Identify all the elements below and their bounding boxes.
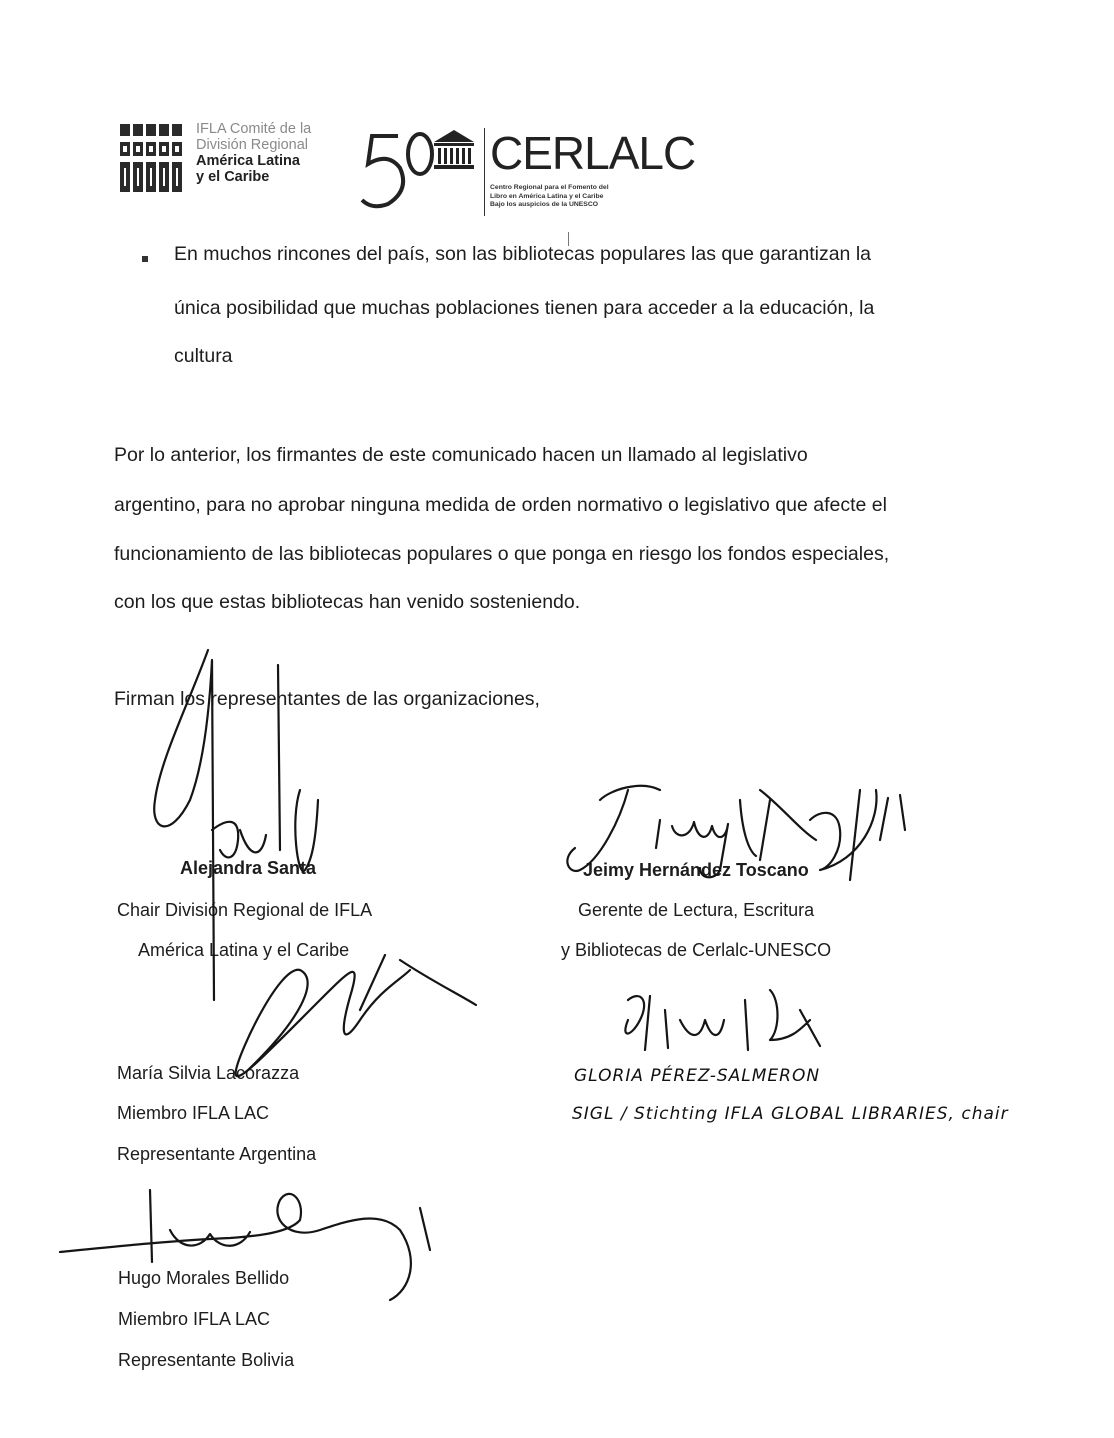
ifla-logo-line: IFLA Comité de la	[196, 121, 312, 137]
ifla-logo-line: América Latina	[196, 153, 300, 169]
body-text-line: Por lo anterior, los firmantes de este comunicado hacen un llamado al legislativo	[114, 444, 808, 466]
ifla-logo-line: y el Caribe	[196, 169, 270, 185]
logo-divider	[484, 128, 485, 216]
cerlalc-subtitle-line: Bajo los auspicios de la UNESCO	[490, 201, 599, 208]
signatory-title-line: Representante Bolivia	[118, 1350, 295, 1370]
signatory-name-lacorazza: María Silvia Lacorazza	[117, 1063, 300, 1083]
signature-perez-salmeron	[625, 990, 820, 1050]
bullet-marker	[142, 256, 148, 262]
signatory-title-line: Chair División Regional de IFLA	[117, 900, 373, 920]
cerlalc-logo-subtitle	[490, 184, 609, 210]
body-text-line: argentino, para no aprobar ninguna medida de orden normativo o legislativo que afecte el	[114, 494, 887, 516]
handwritten-affiliation-perez-salmeron: SIGL / Stichting IFLA GLOBAL LIBRARIES, chair	[572, 1104, 1009, 1124]
signing-intro: Firman los representantes de las organizaciones,	[114, 688, 540, 710]
signatory-name-hernandez: Jeimy Hernández Toscano	[583, 860, 809, 880]
cerlalc-logo-name: CERLALC	[490, 127, 696, 179]
cerlalc-subtitle-line: Libro en América Latina y el Caribe	[490, 192, 604, 200]
handwritten-name-perez-salmeron: GLORIA PÉREZ-SALMERON	[574, 1066, 821, 1086]
unesco-temple-icon	[432, 128, 476, 172]
signatory-title-line: América Latina y el Caribe	[138, 940, 350, 960]
signatory-title-line: Miembro IFLA LAC	[117, 1103, 270, 1123]
ifla-logo-mark	[120, 124, 182, 192]
bullet-text-line: única posibilidad que muchas poblaciones tienen para acceder a la educación, la	[174, 297, 875, 319]
ifla-logo-line: División Regional	[196, 137, 309, 153]
signatory-title-line: Miembro IFLA LAC	[118, 1309, 271, 1329]
cerlalc-subtitle-line: Centro Regional para el Fomento del	[490, 184, 609, 191]
signatory-title-line: Gerente de Lectura, Escritura	[578, 900, 815, 920]
signature-lacorazza	[236, 955, 476, 1076]
signatory-name-morales: Hugo Morales Bellido	[118, 1268, 290, 1288]
signatory-name-santa: Alejandra Santa	[180, 858, 317, 878]
body-text-line: funcionamiento de las bibliotecas populares o que ponga en riesgo los fondos especiales,	[114, 543, 890, 565]
body-text-line: con los que estas bibliotecas han venido sosteniendo.	[114, 591, 581, 613]
signatory-title-line: Representante Argentina	[117, 1144, 317, 1164]
ifla-logo-text	[196, 121, 311, 185]
signatory-title-line: y Bibliotecas de Cerlalc-UNESCO	[561, 940, 832, 960]
bullet-text-line: En muchos rincones del país, son las bibliotecas populares las que garantizan la	[174, 243, 872, 265]
bullet-text-line: cultura	[174, 345, 233, 367]
